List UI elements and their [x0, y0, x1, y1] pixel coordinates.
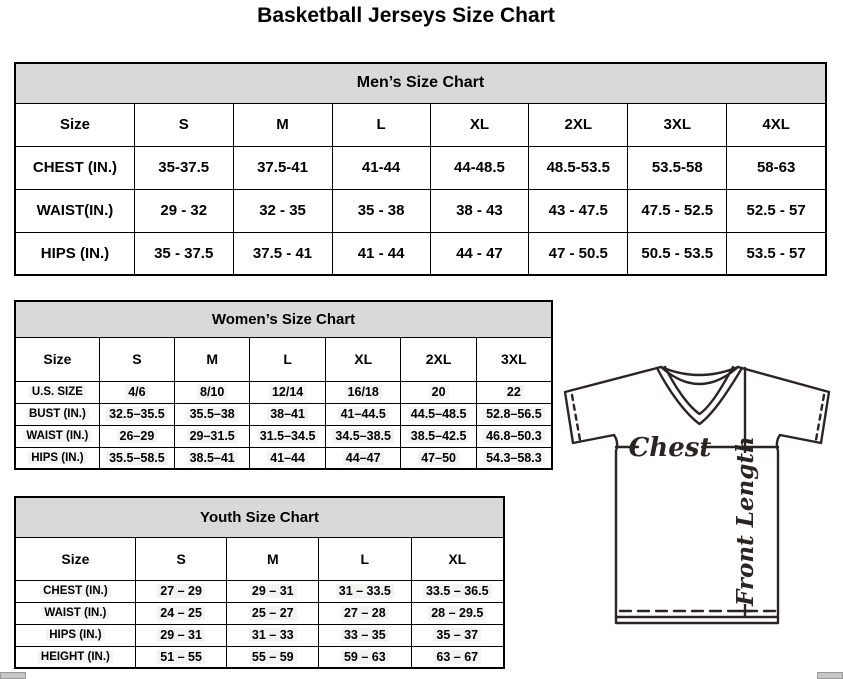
- size-value-text: 22: [504, 385, 524, 399]
- size-value: [250, 381, 326, 403]
- size-column-header: L: [250, 337, 326, 381]
- size-column-header: XL: [411, 537, 504, 580]
- size-column-header: 4XL: [727, 103, 826, 146]
- size-value: [319, 624, 411, 646]
- size-value-text: 28 – 29.5: [428, 606, 486, 620]
- size-value: 47.5 - 52.5: [628, 189, 727, 232]
- size-value: 38 - 43: [430, 189, 529, 232]
- size-value: [99, 403, 174, 425]
- size-value-text: 44.5–48.5: [408, 407, 470, 421]
- size-value: [99, 447, 174, 469]
- size-value: [175, 381, 250, 403]
- size-value-text: 44–47: [343, 451, 384, 465]
- size-value-text: 31 – 33: [249, 628, 297, 642]
- size-value: [411, 624, 504, 646]
- measurement-row-label: [15, 447, 99, 469]
- size-value-text: 29 – 31: [249, 584, 297, 598]
- jersey-outline: [565, 367, 829, 623]
- size-value: [250, 447, 326, 469]
- measurement-row-label: HIPS (IN.): [15, 232, 134, 275]
- size-value: [227, 602, 319, 624]
- size-value-text: 51 – 55: [157, 650, 205, 664]
- size-value: [411, 646, 504, 668]
- size-value-text: 54.3–58.3: [483, 451, 545, 465]
- size-value-text: 52.8–56.5: [483, 407, 545, 421]
- size-value-text: 31 – 33.5: [336, 584, 394, 598]
- size-value-text: 47–50: [418, 451, 459, 465]
- youth-size-chart: [14, 496, 505, 669]
- size-value: 35 - 37.5: [134, 232, 233, 275]
- size-value-text: 41–44: [267, 451, 308, 465]
- size-column-header: S: [135, 537, 227, 580]
- size-column-header: L: [332, 103, 430, 146]
- size-value-text: 29 – 31: [157, 628, 205, 642]
- size-value-text: 35.5–38: [187, 407, 238, 421]
- size-value-text: 31.5–34.5: [257, 429, 319, 443]
- measurement-row-label-text: HIPS (IN.): [46, 629, 104, 641]
- size-value: 37.5 - 41: [233, 232, 332, 275]
- size-value: [476, 425, 552, 447]
- size-value-text: 63 – 67: [433, 650, 481, 664]
- size-value: 53.5 - 57: [727, 232, 826, 275]
- size-value: [250, 425, 326, 447]
- size-value: [476, 403, 552, 425]
- page-title: Basketball Jerseys Size Chart: [257, 4, 555, 27]
- size-corner-header: Size: [15, 103, 134, 146]
- size-value-text: 8/10: [197, 385, 227, 399]
- size-value-text: 25 – 27: [249, 606, 297, 620]
- measurement-row-label: [15, 425, 99, 447]
- measurement-row-label-text: U.S. SIZE: [29, 386, 86, 398]
- size-value-text: 12/14: [269, 385, 306, 399]
- measurement-row-label: [15, 646, 135, 668]
- size-value: [401, 425, 476, 447]
- size-value: [476, 381, 552, 403]
- size-value: [319, 646, 411, 668]
- jersey-collar: [657, 367, 742, 424]
- size-value-text: 29–31.5: [187, 429, 238, 443]
- size-value: [175, 447, 250, 469]
- size-value: [135, 624, 227, 646]
- measurement-row-label-text: HEIGHT (IN.): [38, 651, 113, 663]
- size-value: [411, 602, 504, 624]
- size-value-text: 38–41: [267, 407, 308, 421]
- measurement-row-label: [15, 580, 135, 602]
- size-value-text: 35 – 37: [433, 628, 481, 642]
- size-column-header: M: [175, 337, 250, 381]
- size-column-header: S: [134, 103, 233, 146]
- measurement-row-label-text: WAIST (IN.): [23, 430, 91, 442]
- size-value: [411, 580, 504, 602]
- size-value-text: 27 – 28: [341, 606, 389, 620]
- size-value: [401, 447, 476, 469]
- size-value: [325, 425, 401, 447]
- size-column-header: 2XL: [401, 337, 476, 381]
- size-column-header: M: [233, 103, 332, 146]
- size-value: [250, 403, 326, 425]
- size-column-header: 3XL: [628, 103, 727, 146]
- size-value: [175, 403, 250, 425]
- size-value: [319, 602, 411, 624]
- size-value-text: 33 – 35: [341, 628, 389, 642]
- size-value-text: 35.5–58.5: [106, 451, 168, 465]
- size-column-header: M: [227, 537, 319, 580]
- size-value: [135, 602, 227, 624]
- size-value-text: 41–44.5: [338, 407, 389, 421]
- size-value: [401, 403, 476, 425]
- chest-label: Chest: [628, 433, 712, 463]
- size-corner-header: Size: [15, 337, 99, 381]
- size-value: [99, 381, 174, 403]
- size-value-text: 4/6: [125, 385, 148, 399]
- size-value: 35-37.5: [134, 146, 233, 189]
- size-value-text: 27 – 29: [157, 584, 205, 598]
- size-value: [401, 381, 476, 403]
- size-value: 44-48.5: [430, 146, 529, 189]
- size-value: [319, 580, 411, 602]
- size-value: [227, 646, 319, 668]
- size-value: 44 - 47: [430, 232, 529, 275]
- size-corner-header: Size: [15, 537, 135, 580]
- size-value: [175, 425, 250, 447]
- measurement-row-label: [15, 381, 99, 403]
- size-value: [135, 580, 227, 602]
- measurement-row-label: [15, 624, 135, 646]
- size-value: 58-63: [727, 146, 826, 189]
- size-value: 50.5 - 53.5: [628, 232, 727, 275]
- size-value-text: 16/18: [345, 385, 382, 399]
- size-value-text: 38.5–42.5: [408, 429, 470, 443]
- size-column-header: 3XL: [476, 337, 552, 381]
- size-value-text: 26–29: [117, 429, 158, 443]
- size-value: [476, 447, 552, 469]
- size-column-header: S: [99, 337, 174, 381]
- measurement-row-label-text: CHEST (IN.): [40, 585, 111, 597]
- measurement-row-label: CHEST (IN.): [15, 146, 134, 189]
- size-column-header: L: [319, 537, 411, 580]
- size-value: 43 - 47.5: [529, 189, 628, 232]
- size-value: [325, 447, 401, 469]
- size-value: [99, 425, 174, 447]
- measurement-row-label: WAIST(IN.): [15, 189, 134, 232]
- size-value-text: 38.5–41: [187, 451, 238, 465]
- size-value-text: 33.5 – 36.5: [423, 584, 492, 598]
- size-column-header: 2XL: [529, 103, 628, 146]
- measurement-row-label-text: WAIST (IN.): [41, 607, 109, 619]
- womens-size-chart: [14, 300, 553, 470]
- size-value: 35 - 38: [332, 189, 430, 232]
- size-value-text: 20: [429, 385, 449, 399]
- jersey-dashed-lines: [572, 395, 824, 611]
- size-chart-title: Men’s Size Chart: [15, 63, 826, 103]
- size-value: 52.5 - 57: [727, 189, 826, 232]
- size-value-text: 32.5–35.5: [106, 407, 168, 421]
- measurement-row-label-text: BUST (IN.): [26, 408, 89, 420]
- size-value: [227, 624, 319, 646]
- size-value: [325, 403, 401, 425]
- jersey-measurement-diagram: [556, 361, 840, 649]
- size-column-header: XL: [430, 103, 529, 146]
- scrollbar-fragment-left[interactable]: [0, 672, 26, 679]
- measurement-row-label: [15, 403, 99, 425]
- size-value: 29 - 32: [134, 189, 233, 232]
- front-length-label: Front Length: [732, 436, 759, 606]
- size-value: 37.5-41: [233, 146, 332, 189]
- size-value: 41-44: [332, 146, 430, 189]
- size-value-text: 34.5–38.5: [332, 429, 394, 443]
- size-value: 41 - 44: [332, 232, 430, 275]
- size-value: 32 - 35: [233, 189, 332, 232]
- size-chart-title: Youth Size Chart: [15, 497, 504, 537]
- size-column-header: XL: [325, 337, 401, 381]
- scrollbar-fragment-right[interactable]: [817, 672, 843, 679]
- measurement-row-label: [15, 602, 135, 624]
- size-value: [227, 580, 319, 602]
- size-value: 47 - 50.5: [529, 232, 628, 275]
- size-chart-title: Women’s Size Chart: [15, 301, 552, 337]
- size-value: 53.5-58: [628, 146, 727, 189]
- measurement-row-label-text: HIPS (IN.): [28, 452, 86, 464]
- size-value-text: 46.8–50.3: [483, 429, 545, 443]
- size-value-text: 24 – 25: [157, 606, 205, 620]
- size-value: 48.5-53.5: [529, 146, 628, 189]
- size-value: [135, 646, 227, 668]
- mens-size-chart: [14, 62, 827, 276]
- size-value: [325, 381, 401, 403]
- size-value-text: 55 – 59: [249, 650, 297, 664]
- size-value-text: 59 – 63: [341, 650, 389, 664]
